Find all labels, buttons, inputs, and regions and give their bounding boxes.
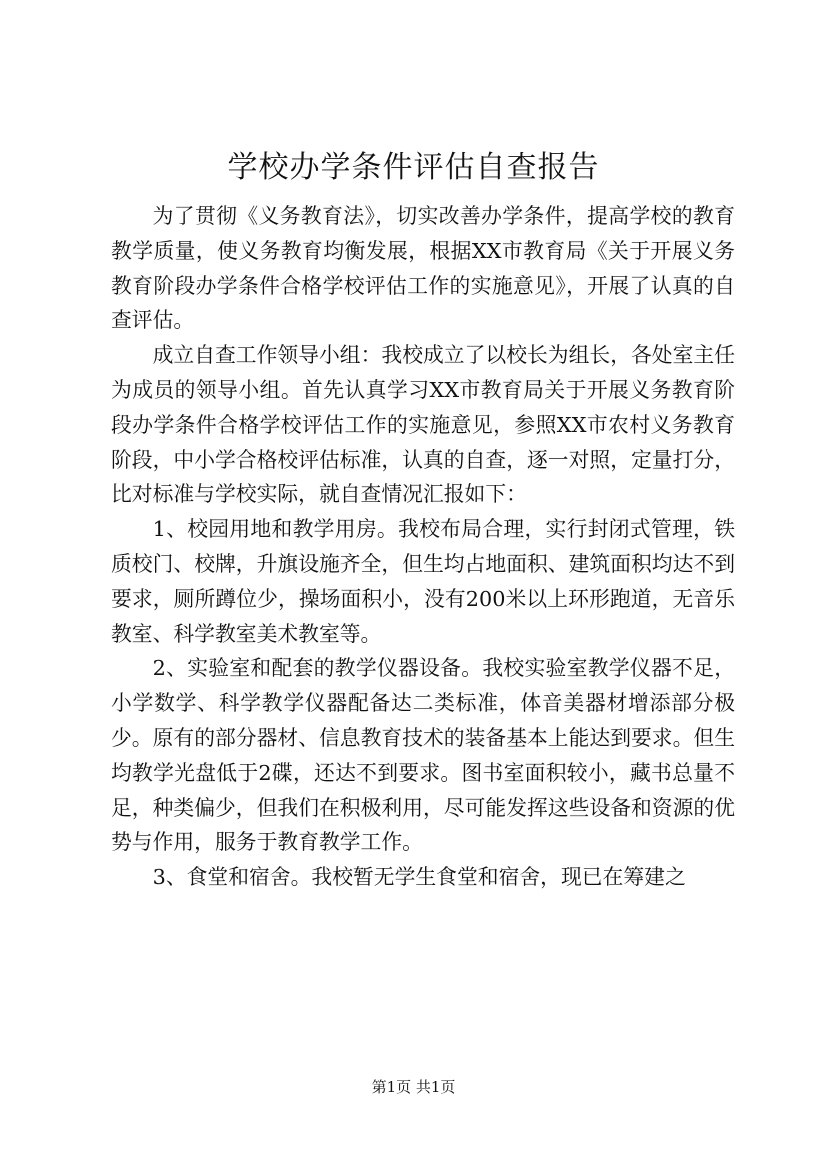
paragraph-campus-land: 1、校园用地和教学用房。我校布局合理，实行封闭式管理，铁质校门、校牌，升旗设施齐全，但生均占地面积、建筑面积均达不到要求，厕所蹲位少，操场面积小，没有200米以上环形跑道，无音乐教室、科学教室美术教室等。 (111, 517, 735, 646)
page-number-footer: 第1页 共1页 (371, 1078, 456, 1096)
document-body (111, 199, 735, 895)
paragraph-lab-equipment: 2、实验室和配套的教学仪器设备。我校实验室教学仪器不足，小学数学、科学教学仪器配备达二类标准，体音美器材增添部分极少。原有的部分器材、信息教育技术的装备基本上能达到要求。但生均教学光盘低于2碟，还达不到要求。图书室面积较小，藏书总量不足，种类偏少，但我们在积极利用，尽可能发挥这些设备和资源的优势与作用，服务于教育教学工作。 (111, 656, 735, 855)
document-title: 学校办学条件评估自查报告 (227, 150, 600, 185)
paragraph-intro: 为了贯彻《义务教育法》，切实改善办学条件，提高学校的教育教学质量，使义务教育均衡发展，根据XX市教育局《关于开展义务教育阶段办学条件合格学校评估工作的实施意见》，开展了认真的自查评估。 (111, 204, 735, 333)
paragraph-canteen-dormitory: 3、食堂和宿舍。我校暂无学生食堂和宿舍，现已在筹建之 (152, 865, 686, 890)
paragraph-leadership-group: 成立自查工作领导小组：我校成立了以校长为组长，各处室主任为成员的领导小组。首先认真学习XX市教育局关于开展义务教育阶段办学条件合格学校评估工作的实施意见，参照XX市农村义务教育阶段，中小学合格校评估标准，认真的自查，逐一对照，定量打分，比对标准与学校实际，就自查情况汇报如下： (111, 343, 735, 507)
